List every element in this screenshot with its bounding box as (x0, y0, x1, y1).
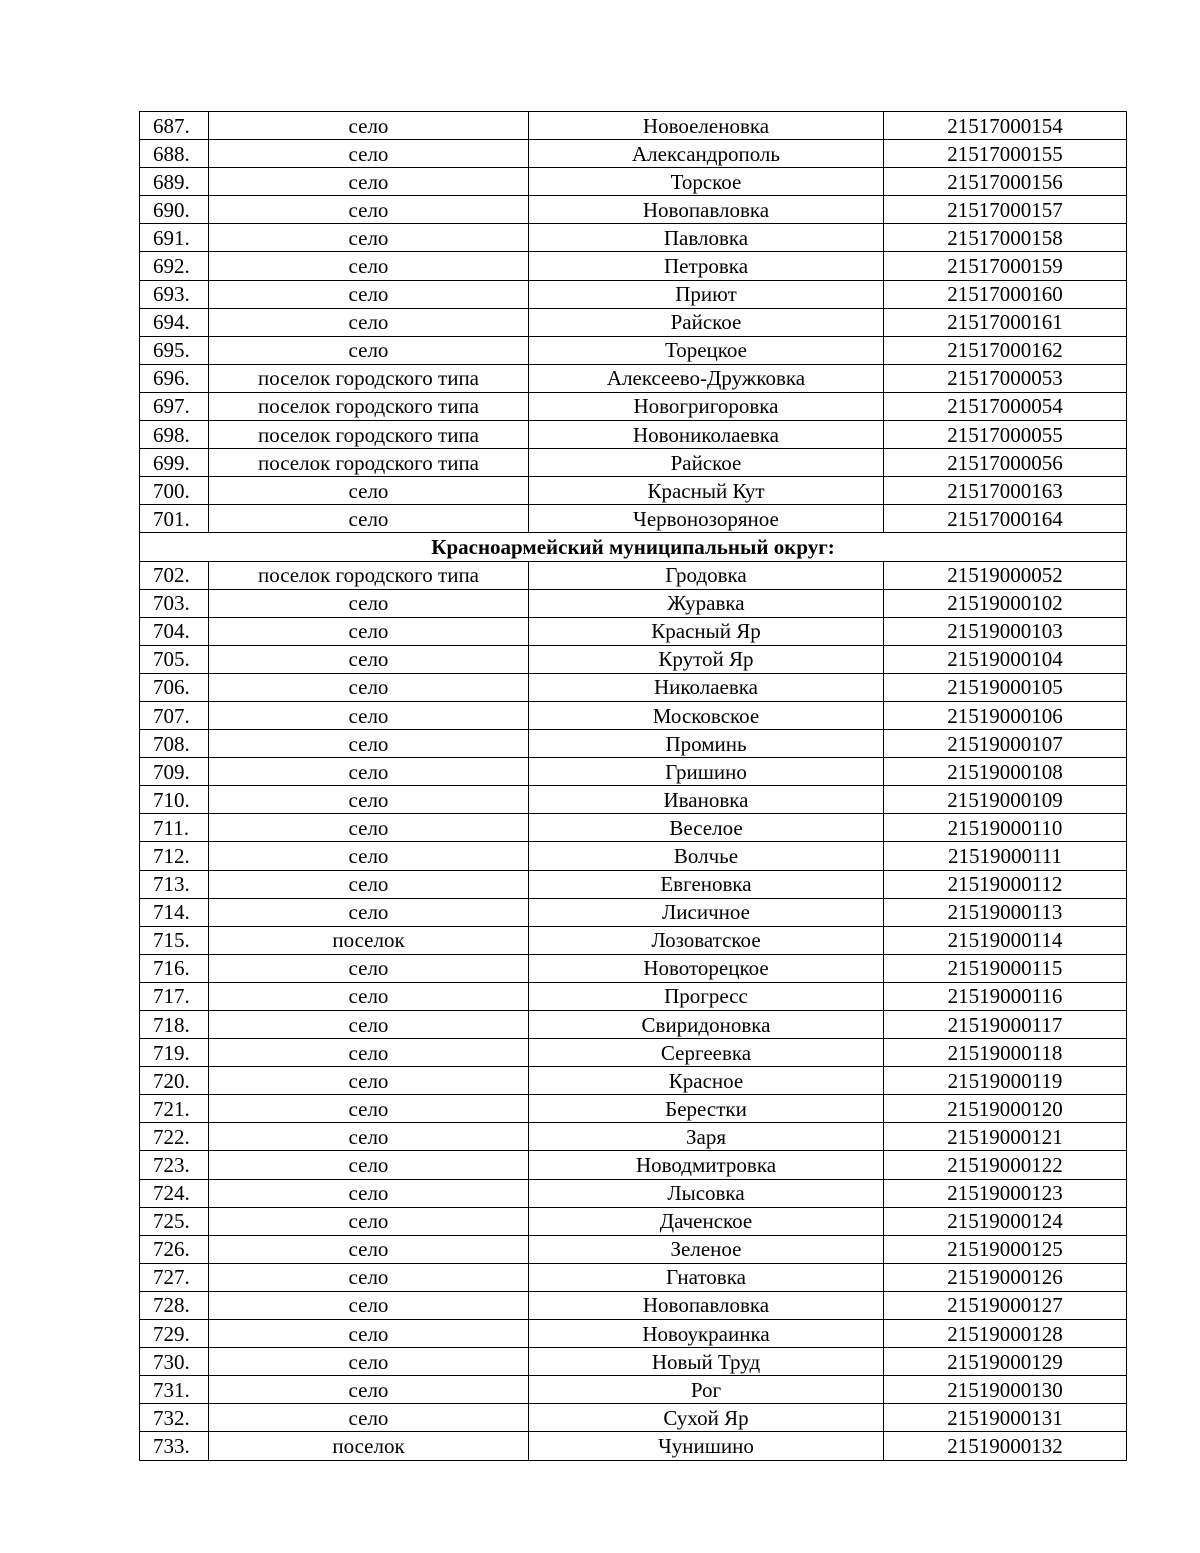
settlement-type: поселок (209, 1432, 529, 1460)
settlement-code: 21519000115 (884, 954, 1127, 982)
settlement-code: 21517000155 (884, 140, 1127, 168)
settlement-name: Крутой Яр (529, 645, 884, 673)
row-number: 722. (140, 1123, 209, 1151)
settlement-code: 21519000131 (884, 1404, 1127, 1432)
row-number: 690. (140, 196, 209, 224)
row-number: 732. (140, 1404, 209, 1432)
settlement-name: Торское (529, 168, 884, 196)
table-row (140, 252, 1127, 280)
row-number: 713. (140, 870, 209, 898)
row-number: 725. (140, 1207, 209, 1235)
table-row (140, 814, 1127, 842)
settlement-code: 21519000104 (884, 645, 1127, 673)
settlement-code: 21519000126 (884, 1263, 1127, 1291)
row-number: 696. (140, 364, 209, 392)
settlement-code: 21519000108 (884, 758, 1127, 786)
settlement-name: Берестки (529, 1095, 884, 1123)
settlement-name: Красное (529, 1067, 884, 1095)
settlement-type: село (209, 477, 529, 505)
row-number: 692. (140, 252, 209, 280)
settlement-type: поселок (209, 926, 529, 954)
row-number: 703. (140, 589, 209, 617)
row-number: 720. (140, 1067, 209, 1095)
row-number: 693. (140, 280, 209, 308)
settlement-type: поселок городского типа (209, 561, 529, 589)
table-row (140, 701, 1127, 729)
settlement-name: Новогригоровка (529, 392, 884, 420)
settlement-code: 21519000106 (884, 701, 1127, 729)
settlement-name: Веселое (529, 814, 884, 842)
row-number: 724. (140, 1179, 209, 1207)
settlement-type: село (209, 505, 529, 533)
table-row (140, 673, 1127, 701)
settlement-type: село (209, 954, 529, 982)
settlement-name: Новоукраинка (529, 1320, 884, 1348)
settlement-code: 21519000114 (884, 926, 1127, 954)
settlement-code: 21519000129 (884, 1348, 1127, 1376)
settlement-code: 21519000112 (884, 870, 1127, 898)
table-row (140, 730, 1127, 758)
table-row (140, 1235, 1127, 1263)
settlement-code: 21519000121 (884, 1123, 1127, 1151)
settlement-name: Журавка (529, 589, 884, 617)
settlement-type: село (209, 252, 529, 280)
table-row (140, 1432, 1127, 1460)
settlement-type: поселок городского типа (209, 364, 529, 392)
settlement-name: Алексеево-Дружковка (529, 364, 884, 392)
settlement-type: село (209, 730, 529, 758)
row-number: 697. (140, 392, 209, 420)
settlement-code: 21517000053 (884, 364, 1127, 392)
row-number: 719. (140, 1039, 209, 1067)
settlement-type: поселок городского типа (209, 449, 529, 477)
settlement-name: Новоторецкое (529, 954, 884, 982)
settlement-type: село (209, 1151, 529, 1179)
row-number: 708. (140, 730, 209, 758)
section-title: Красноармейский муниципальный округ: (140, 533, 1127, 561)
row-number: 726. (140, 1235, 209, 1263)
row-number: 704. (140, 617, 209, 645)
settlement-type: село (209, 898, 529, 926)
settlement-name: Гришино (529, 758, 884, 786)
table-row (140, 954, 1127, 982)
settlement-type: село (209, 1320, 529, 1348)
settlement-code: 21519000123 (884, 1179, 1127, 1207)
row-number: 717. (140, 982, 209, 1010)
settlement-code: 21517000159 (884, 252, 1127, 280)
row-number: 687. (140, 112, 209, 140)
settlement-name: Свиридоновка (529, 1011, 884, 1039)
table-row (140, 505, 1127, 533)
settlement-name: Даченское (529, 1207, 884, 1235)
table-row (140, 280, 1127, 308)
table-row (140, 112, 1127, 140)
settlement-code: 21517000055 (884, 421, 1127, 449)
settlement-code: 21519000118 (884, 1039, 1127, 1067)
settlement-type: поселок городского типа (209, 392, 529, 420)
settlement-code: 21519000132 (884, 1432, 1127, 1460)
settlement-code: 21517000163 (884, 477, 1127, 505)
settlement-name: Райское (529, 449, 884, 477)
settlement-type: село (209, 280, 529, 308)
settlement-type: село (209, 336, 529, 364)
row-number: 710. (140, 786, 209, 814)
settlement-type: село (209, 1348, 529, 1376)
settlement-name: Евгеновка (529, 870, 884, 898)
settlement-type: поселок городского типа (209, 421, 529, 449)
settlement-code: 21519000122 (884, 1151, 1127, 1179)
settlements-table (139, 111, 1127, 1461)
settlement-type: село (209, 308, 529, 336)
settlement-code: 21517000154 (884, 112, 1127, 140)
settlement-name: Гродовка (529, 561, 884, 589)
settlement-name: Новоеленовка (529, 112, 884, 140)
table-row (140, 1011, 1127, 1039)
settlement-name: Рог (529, 1376, 884, 1404)
settlement-type: село (209, 1404, 529, 1432)
row-number: 705. (140, 645, 209, 673)
settlement-name: Заря (529, 1123, 884, 1151)
row-number: 699. (140, 449, 209, 477)
settlement-code: 21517000162 (884, 336, 1127, 364)
table-row (140, 982, 1127, 1010)
row-number: 707. (140, 701, 209, 729)
table-row (140, 1095, 1127, 1123)
row-number: 730. (140, 1348, 209, 1376)
table-row (140, 926, 1127, 954)
table-row (140, 421, 1127, 449)
settlement-name: Московское (529, 701, 884, 729)
settlement-type: село (209, 870, 529, 898)
table-row (140, 617, 1127, 645)
row-number: 723. (140, 1151, 209, 1179)
table-row (140, 1123, 1127, 1151)
row-number: 694. (140, 308, 209, 336)
settlement-type: село (209, 589, 529, 617)
settlement-code: 21517000056 (884, 449, 1127, 477)
row-number: 715. (140, 926, 209, 954)
settlement-code: 21519000103 (884, 617, 1127, 645)
settlement-code: 21517000157 (884, 196, 1127, 224)
table-row (140, 842, 1127, 870)
settlement-name: Гнатовка (529, 1263, 884, 1291)
settlement-name: Павловка (529, 224, 884, 252)
settlement-code: 21519000113 (884, 898, 1127, 926)
table-row (140, 449, 1127, 477)
settlement-type: село (209, 1123, 529, 1151)
settlement-type: село (209, 140, 529, 168)
table-row (140, 1348, 1127, 1376)
table-row (140, 364, 1127, 392)
settlement-code: 21519000102 (884, 589, 1127, 617)
settlement-name: Прогресс (529, 982, 884, 1010)
table-row (140, 1263, 1127, 1291)
settlement-code: 21519000109 (884, 786, 1127, 814)
table-row (140, 1067, 1127, 1095)
settlement-type: село (209, 112, 529, 140)
settlement-name: Лысовка (529, 1179, 884, 1207)
settlement-name: Новодмитровка (529, 1151, 884, 1179)
table-row (140, 1039, 1127, 1067)
section-header-row (140, 533, 1127, 561)
settlement-type: село (209, 673, 529, 701)
table-row (140, 561, 1127, 589)
settlement-type: село (209, 982, 529, 1010)
table-row (140, 1320, 1127, 1348)
row-number: 714. (140, 898, 209, 926)
settlement-name: Новый Труд (529, 1348, 884, 1376)
row-number: 706. (140, 673, 209, 701)
settlement-name: Новониколаевка (529, 421, 884, 449)
settlement-code: 21517000160 (884, 280, 1127, 308)
settlement-code: 21517000054 (884, 392, 1127, 420)
settlement-code: 21519000105 (884, 673, 1127, 701)
settlement-type: село (209, 1011, 529, 1039)
row-number: 691. (140, 224, 209, 252)
table-row (140, 870, 1127, 898)
settlement-name: Сергеевка (529, 1039, 884, 1067)
settlement-name: Приют (529, 280, 884, 308)
table-row (140, 758, 1127, 786)
settlement-type: село (209, 168, 529, 196)
settlement-type: село (209, 1207, 529, 1235)
settlement-type: село (209, 758, 529, 786)
settlement-name: Волчье (529, 842, 884, 870)
settlement-code: 21519000116 (884, 982, 1127, 1010)
row-number: 729. (140, 1320, 209, 1348)
settlement-type: село (209, 645, 529, 673)
settlement-code: 21519000128 (884, 1320, 1127, 1348)
table-row (140, 1207, 1127, 1235)
settlement-name: Чунишино (529, 1432, 884, 1460)
settlement-type: село (209, 786, 529, 814)
row-number: 718. (140, 1011, 209, 1039)
row-number: 711. (140, 814, 209, 842)
row-number: 727. (140, 1263, 209, 1291)
settlement-name: Зеленое (529, 1235, 884, 1263)
settlement-name: Лозоватское (529, 926, 884, 954)
table-row (140, 168, 1127, 196)
row-number: 695. (140, 336, 209, 364)
row-number: 700. (140, 477, 209, 505)
table-row (140, 1404, 1127, 1432)
table-row (140, 392, 1127, 420)
table-row (140, 589, 1127, 617)
row-number: 721. (140, 1095, 209, 1123)
settlement-type: село (209, 1235, 529, 1263)
settlement-name: Червонозоряное (529, 505, 884, 533)
settlement-type: село (209, 1263, 529, 1291)
table-row (140, 1291, 1127, 1319)
settlement-type: село (209, 1067, 529, 1095)
table-row (140, 645, 1127, 673)
settlement-name: Николаевка (529, 673, 884, 701)
settlement-code: 21519000110 (884, 814, 1127, 842)
settlement-type: село (209, 1039, 529, 1067)
settlement-code: 21519000119 (884, 1067, 1127, 1095)
row-number: 702. (140, 561, 209, 589)
table-row (140, 1179, 1127, 1207)
settlement-name: Торецкое (529, 336, 884, 364)
table-row (140, 1151, 1127, 1179)
settlement-code: 21517000158 (884, 224, 1127, 252)
settlement-name: Петровка (529, 252, 884, 280)
settlement-name: Проминь (529, 730, 884, 758)
row-number: 689. (140, 168, 209, 196)
settlement-name: Красный Яр (529, 617, 884, 645)
row-number: 716. (140, 954, 209, 982)
row-number: 731. (140, 1376, 209, 1404)
settlement-type: село (209, 1179, 529, 1207)
row-number: 688. (140, 140, 209, 168)
table-row (140, 1376, 1127, 1404)
settlement-name: Ивановка (529, 786, 884, 814)
settlement-type: село (209, 814, 529, 842)
settlement-code: 21517000156 (884, 168, 1127, 196)
settlement-type: село (209, 224, 529, 252)
settlement-code: 21519000111 (884, 842, 1127, 870)
settlement-type: село (209, 196, 529, 224)
row-number: 733. (140, 1432, 209, 1460)
settlement-code: 21517000164 (884, 505, 1127, 533)
settlement-code: 21517000161 (884, 308, 1127, 336)
settlement-type: село (209, 842, 529, 870)
row-number: 701. (140, 505, 209, 533)
settlement-type: село (209, 1376, 529, 1404)
settlement-code: 21519000130 (884, 1376, 1127, 1404)
table-row (140, 786, 1127, 814)
row-number: 709. (140, 758, 209, 786)
table-row (140, 898, 1127, 926)
settlement-code: 21519000052 (884, 561, 1127, 589)
row-number: 712. (140, 842, 209, 870)
settlement-type: село (209, 1095, 529, 1123)
table-row (140, 477, 1127, 505)
table-row (140, 224, 1127, 252)
row-number: 728. (140, 1291, 209, 1319)
table-row (140, 336, 1127, 364)
settlement-code: 21519000117 (884, 1011, 1127, 1039)
settlement-code: 21519000107 (884, 730, 1127, 758)
settlement-name: Новопавловка (529, 196, 884, 224)
settlement-name: Райское (529, 308, 884, 336)
settlement-code: 21519000120 (884, 1095, 1127, 1123)
settlements-table-body (140, 112, 1127, 1461)
settlement-type: село (209, 1291, 529, 1319)
settlement-name: Сухой Яр (529, 1404, 884, 1432)
settlement-type: село (209, 701, 529, 729)
settlement-type: село (209, 617, 529, 645)
settlement-name: Новопавловка (529, 1291, 884, 1319)
settlement-code: 21519000124 (884, 1207, 1127, 1235)
table-row (140, 308, 1127, 336)
settlement-name: Лисичное (529, 898, 884, 926)
row-number: 698. (140, 421, 209, 449)
settlement-name: Красный Кут (529, 477, 884, 505)
table-row (140, 140, 1127, 168)
settlement-code: 21519000127 (884, 1291, 1127, 1319)
settlement-name: Александрополь (529, 140, 884, 168)
table-row (140, 196, 1127, 224)
settlement-code: 21519000125 (884, 1235, 1127, 1263)
